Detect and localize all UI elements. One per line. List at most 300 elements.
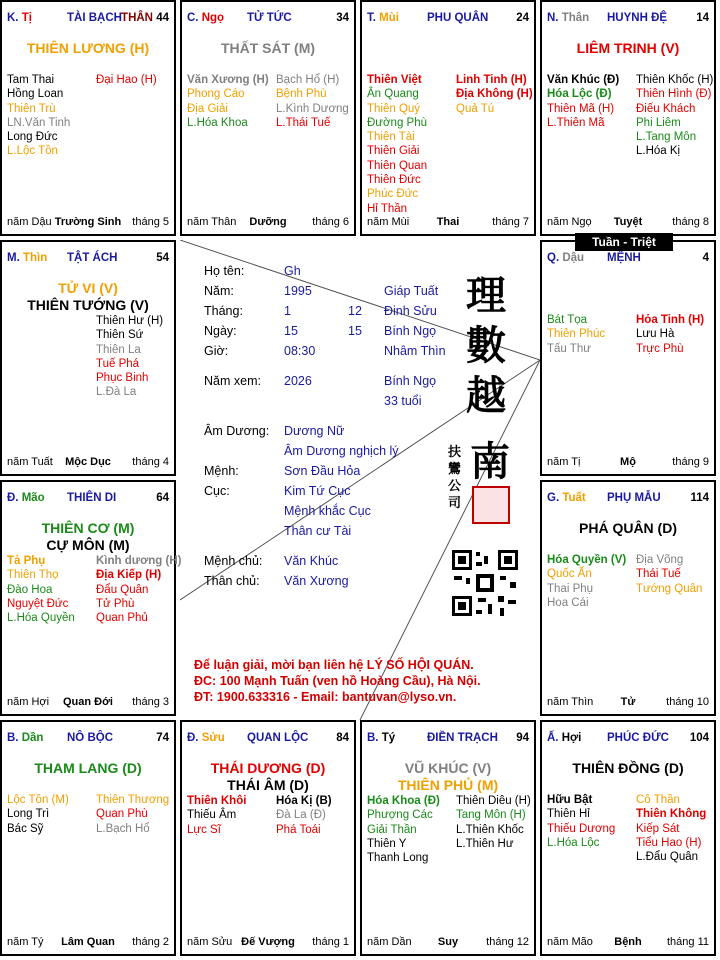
star-item: Cô Thần <box>636 794 680 806</box>
palace-than[interactable] <box>540 0 716 236</box>
palace-month: tháng 8 <box>672 216 709 228</box>
star-item: L.Tang Môn <box>636 131 697 144</box>
star-item: L.Bạch Hổ <box>96 822 150 835</box>
star-item: Thiên Phúc <box>547 328 606 341</box>
cuc-khac: Mệnh khắc Cục <box>284 504 371 518</box>
star-item: Tang Môn (H) <box>456 809 526 822</box>
star-item: Thiên Việt <box>367 74 422 86</box>
palace-footer <box>7 696 169 710</box>
star-item: Tướng Quân <box>636 582 703 595</box>
palace-branch <box>187 732 225 744</box>
logo-char-2: 數 <box>466 322 506 369</box>
palace-thin[interactable] <box>0 240 176 476</box>
branch-part: T. <box>367 12 380 24</box>
star-item: Thái Tuế <box>636 568 681 581</box>
palace-year: năm Sửu <box>187 936 233 948</box>
logo-small-text: 扶鸞公司 <box>448 445 462 511</box>
star-item: Phá Toái <box>276 823 321 836</box>
stars-right <box>96 73 157 87</box>
star-item: Bác Sỹ <box>7 822 44 835</box>
palace-year: năm Thìn <box>547 696 594 708</box>
palace-stage: Quan Đới <box>63 696 113 708</box>
stars-left <box>367 73 427 216</box>
major-stars <box>2 760 174 777</box>
star-item: Quan Phù <box>96 808 148 821</box>
star-item: Văn Xương (H) <box>187 74 269 86</box>
palace-stage: Mộc Dục <box>65 456 111 468</box>
palace-month: tháng 5 <box>132 216 169 228</box>
cuc-value: Kim Tứ Cục <box>284 484 351 498</box>
palace-mao[interactable] <box>0 480 182 716</box>
star-item: Đại Hao (H) <box>96 74 157 86</box>
branch-part: Sửu <box>201 732 225 744</box>
star-item: Hóa Kị (B) <box>276 795 332 807</box>
palace-age: 94 <box>516 732 529 744</box>
center-info-panel <box>180 240 540 720</box>
star-item: L.Thái Tuế <box>276 116 331 129</box>
star-item: Thiên Mã (H) <box>547 102 615 115</box>
menh-label: Mệnh: <box>204 464 239 478</box>
star-item: Thiên Thọ <box>7 569 59 582</box>
palace-hoi[interactable] <box>540 720 716 956</box>
palace-age: 114 <box>690 492 709 504</box>
stars-left <box>547 553 626 610</box>
palace-year: năm Ngọ <box>547 216 592 228</box>
palace-age: 44 <box>156 12 169 24</box>
star-item: Văn Khúc (Đ) <box>547 74 620 86</box>
star-item: Thiếu Âm <box>187 809 237 822</box>
star-item: Linh Tinh (H) <box>456 74 527 86</box>
stars-left <box>7 793 69 836</box>
palace-header <box>547 12 709 28</box>
major-star: THẤT SÁT (M) <box>220 40 316 56</box>
palace-branch <box>367 12 399 24</box>
than-chu-label: Thân chủ: <box>204 574 260 588</box>
palace-footer <box>547 936 709 950</box>
star-item: Tấu Thư <box>547 342 591 355</box>
palace-branch <box>547 12 589 24</box>
palace-ti[interactable] <box>360 720 536 956</box>
ho-ten-value: Gh <box>284 264 301 278</box>
major-star: THIÊN LƯƠNG (H) <box>26 40 150 56</box>
palace-year: năm Thân <box>187 216 237 228</box>
palace-name: ĐIỀN TRẠCH <box>427 732 498 744</box>
branch-part: C. <box>187 12 202 24</box>
stars-right <box>96 793 169 836</box>
palace-branch <box>547 732 581 744</box>
branch-part: Tý <box>381 732 396 744</box>
branch-part: Đ. <box>187 732 202 744</box>
branch-part: Mão <box>21 492 45 504</box>
major-star: THAM LANG (D) <box>34 760 142 776</box>
palace-age: 74 <box>156 732 169 744</box>
branch-part: Thân <box>561 12 590 24</box>
star-item: L.Hóa Kị <box>636 145 681 158</box>
palace-stage: Bệnh <box>614 936 642 948</box>
major-stars <box>542 760 714 777</box>
ngay-am-value: 15 <box>348 324 362 338</box>
star-item: Thiên Tài <box>367 131 415 144</box>
star-item: Bạch Hổ (H) <box>276 74 340 86</box>
stars-left <box>547 313 605 356</box>
contact-phone-email: ĐT: 1900.633316 - Email: bantuvan@lyso.vn. <box>194 690 457 704</box>
gio-label: Giờ: <box>204 344 229 358</box>
gio-value: 08:30 <box>284 344 316 358</box>
branch-part: Ngọ <box>201 12 225 24</box>
star-item: L.Thiên Hư <box>456 837 514 850</box>
palace-header <box>7 492 169 508</box>
star-item: Thiên Hư (H) <box>96 315 164 327</box>
star-item: Lưu Hà <box>636 328 675 341</box>
palace-header <box>367 732 529 748</box>
branch-part: Mùi <box>379 12 399 24</box>
major-star: CỰ MÔN (M) <box>46 537 130 553</box>
ngay-label: Ngày: <box>204 324 237 338</box>
qr-code-icon <box>450 548 520 618</box>
palace-month: tháng 2 <box>132 936 169 948</box>
star-item: Địa Võng <box>636 554 684 566</box>
star-item: Nguyệt Đức <box>7 597 69 610</box>
star-item: Thiên Diêu (H) <box>456 795 531 807</box>
palace-ty-k[interactable] <box>0 0 176 236</box>
star-item: Hóa Khoa (Đ) <box>367 795 440 807</box>
stars-left <box>547 793 615 850</box>
palace-footer <box>547 696 709 710</box>
than-cu: Thân cư Tài <box>284 524 352 538</box>
palace-age: 4 <box>702 252 709 264</box>
gio-can-chi: Nhâm Thìn <box>384 344 446 358</box>
star-item: Tuế Phá <box>96 357 140 370</box>
stars-right <box>96 314 163 400</box>
star-item: Quả Tú <box>456 102 495 115</box>
stars-left <box>7 554 75 625</box>
stars-right <box>456 794 531 851</box>
stars-left <box>187 794 246 837</box>
star-item: Tả Phụ <box>7 555 46 567</box>
star-item: Địa Giải <box>187 102 228 115</box>
major-star: THÁI DƯƠNG (D) <box>210 760 326 776</box>
branch-part: M. <box>7 252 23 264</box>
palace-stage: Tử <box>620 696 636 708</box>
palace-name: PHỤ MẪU <box>607 492 661 504</box>
star-item: L.Đẩu Quân <box>636 851 699 864</box>
star-item: Bát Tọa <box>547 314 588 326</box>
major-star: THÁI ÂM (D) <box>227 777 309 793</box>
palace-tuat[interactable] <box>540 480 716 716</box>
palace-header <box>7 732 169 748</box>
star-item: Địa Không (H) <box>456 88 533 101</box>
star-item: Ân Quang <box>367 88 419 101</box>
branch-part: Tị <box>21 12 32 24</box>
palace-name: PHU QUÂN <box>427 12 489 24</box>
palace-age: 64 <box>156 492 169 504</box>
cuc-label: Cục: <box>204 484 230 498</box>
major-stars <box>362 760 534 794</box>
branch-part: Dậu <box>562 252 585 264</box>
am-duong-ly: Âm Dương nghịch lý <box>284 444 399 458</box>
star-item: Quốc Ấn <box>547 568 592 581</box>
star-item: Lộc Tồn (M) <box>7 794 69 806</box>
stars-left <box>547 73 619 130</box>
star-item: Thiên Không <box>636 808 707 821</box>
nam-xem-label: Năm xem: <box>204 374 261 388</box>
palace-header <box>547 492 709 508</box>
major-stars <box>542 40 714 57</box>
star-item: Thai Phụ <box>547 582 594 595</box>
palace-footer <box>187 936 349 950</box>
palace-branch <box>7 732 43 744</box>
palace-header <box>7 252 169 268</box>
palace-name: TÀI BẠCH <box>67 12 122 24</box>
palace-branch <box>367 732 395 744</box>
palace-month: tháng 3 <box>132 696 169 708</box>
thang-value: 1 <box>284 304 291 318</box>
star-item: Hỉ Thần <box>367 202 408 215</box>
star-item: Long Trì <box>7 808 50 821</box>
stars-right <box>636 313 704 356</box>
menh-chu-label: Mệnh chủ: <box>204 554 263 568</box>
palace-stage: Đế Vượng <box>241 936 295 948</box>
palace-dau[interactable] <box>540 240 716 476</box>
palace-branch <box>7 492 45 504</box>
palace-stage: Suy <box>437 936 459 948</box>
am-duong-value: Dương Nữ <box>284 424 345 438</box>
ngay-can-chi: Bính Ngọ <box>384 324 437 338</box>
palace-year: năm Mùi <box>367 216 410 228</box>
nam-can-chi: Giáp Tuất <box>384 284 439 298</box>
palace-branch <box>7 252 47 264</box>
palace-mui[interactable] <box>360 0 536 236</box>
branch-part: Dần <box>21 732 44 744</box>
thang-can-chi: Đinh Sửu <box>384 304 437 318</box>
star-item: L.Hóa Khoa <box>187 116 248 129</box>
palace-footer <box>7 216 169 230</box>
star-item: Thiên Hỉ <box>547 808 590 821</box>
star-item: Thiên Thương <box>96 794 170 806</box>
stars-right <box>636 793 706 864</box>
major-star: LIÊM TRINH (V) <box>576 40 680 56</box>
star-item: Quan Phủ <box>96 612 148 625</box>
star-item: Bệnh Phù <box>276 88 327 101</box>
star-item: Thiên La <box>96 343 141 356</box>
palace-footer <box>547 216 709 230</box>
star-item: Thiếu Dương <box>547 822 616 835</box>
palace-footer <box>367 936 529 950</box>
palace-month: tháng 12 <box>486 936 529 948</box>
star-item: Giải Thần <box>367 823 417 836</box>
star-item: L.Hóa Quyền <box>7 612 75 625</box>
palace-year: năm Dần <box>367 936 412 948</box>
branch-part: B. <box>367 732 382 744</box>
major-star: THIÊN TƯỚNG (V) <box>27 297 149 313</box>
major-stars <box>2 280 174 314</box>
tuan-triet-badge: Tuần - Triệt <box>575 233 673 251</box>
star-item: Thiên Trù <box>7 102 56 115</box>
palace-header <box>187 732 349 748</box>
palace-name: THIÊN DI <box>67 492 117 504</box>
palace-header <box>7 12 169 28</box>
palace-stage: Trường Sinh <box>54 216 122 228</box>
stars-left <box>367 794 440 865</box>
star-item: Thiên Khôi <box>187 795 247 807</box>
star-item: L.Kình Dương <box>276 102 349 115</box>
branch-part: B. <box>7 732 22 744</box>
star-item: Hỏa Tinh (H) <box>636 314 705 326</box>
star-item: Đường Phù <box>367 116 427 129</box>
branch-part: Thìn <box>22 252 48 264</box>
star-item: Trực Phù <box>636 342 684 355</box>
star-item: LN.Văn Tinh <box>7 116 71 129</box>
major-star: THIÊN PHỦ (M) <box>397 777 499 793</box>
ho-ten-label: Họ tên: <box>204 264 245 278</box>
star-item: Địa Kiếp (H) <box>96 569 162 582</box>
branch-part: Q. <box>547 252 563 264</box>
nam-xem-can-chi: Bính Ngọ <box>384 374 437 388</box>
stars-left <box>7 73 70 159</box>
palace-stage: Mộ <box>620 456 636 468</box>
star-item: Điếu Khách <box>636 102 696 115</box>
logo-char-4: 南 <box>470 438 510 485</box>
star-item: L.Lộc Tồn <box>7 145 58 158</box>
stars-right <box>636 553 702 596</box>
palace-header <box>367 12 529 28</box>
thang-label: Tháng: <box>204 304 243 318</box>
palace-dan[interactable] <box>0 720 176 956</box>
star-item: Đẩu Quân <box>96 583 149 596</box>
star-item: L.Thiên Khốc <box>456 823 524 836</box>
branch-part: Hợi <box>561 732 582 744</box>
star-item: L.Thiên Mã <box>547 116 605 129</box>
than-marker: THÂN <box>121 12 153 24</box>
am-duong-label: Âm Dương: <box>204 424 270 438</box>
thang-am-value: 12 <box>348 304 362 318</box>
palace-ngo[interactable] <box>180 0 356 236</box>
branch-part: Tuất <box>562 492 586 504</box>
palace-month: tháng 11 <box>666 936 709 948</box>
star-item: Thiên Đức <box>367 174 421 187</box>
nam-xem-value: 2026 <box>284 374 312 388</box>
nam-label: Năm: <box>204 284 234 298</box>
palace-name: MỆNH <box>607 252 641 264</box>
branch-part: Đ. <box>7 492 22 504</box>
star-item: L.Hóa Lộc <box>547 836 600 849</box>
branch-part: K. <box>7 12 22 24</box>
ngay-value: 15 <box>284 324 298 338</box>
palace-header <box>187 12 349 28</box>
palace-name: TỬ TỨC <box>247 12 292 24</box>
star-item: Kiếp Sát <box>636 822 680 835</box>
palace-name: QUAN LỘC <box>247 732 309 744</box>
palace-month: tháng 4 <box>132 456 169 468</box>
major-star: THIÊN ĐỒNG (D) <box>572 760 684 776</box>
palace-name: PHÚC ĐỨC <box>607 732 669 744</box>
star-item: Phục Binh <box>96 372 149 385</box>
palace-age: 104 <box>689 732 709 744</box>
palace-header <box>547 732 709 748</box>
red-seal-icon <box>472 486 510 524</box>
palace-year: năm Dậu <box>7 216 52 228</box>
palace-header <box>547 252 709 268</box>
palace-footer <box>7 936 169 950</box>
star-item: Thiên Hình (Đ) <box>636 88 712 101</box>
palace-stage: Thai <box>436 216 460 228</box>
palace-name: TẬT ÁCH <box>67 252 118 264</box>
star-item: Thiên Giải <box>367 145 420 158</box>
stars-right <box>276 73 349 130</box>
stars-right <box>636 73 713 159</box>
star-item: Thiên Sứ <box>96 329 144 342</box>
than-chu-value: Văn Xương <box>284 574 349 588</box>
palace-name: NÔ BỘC <box>67 732 113 744</box>
star-item: Hồng Loan <box>7 88 64 101</box>
stars-left <box>187 73 269 130</box>
palace-month: tháng 10 <box>666 696 709 708</box>
logo-char-1: 理 <box>466 272 506 319</box>
palace-age: 34 <box>336 12 349 24</box>
star-item: Thiên Quan <box>367 159 428 172</box>
star-item: Hóa Quyền (V) <box>547 554 627 566</box>
nam-value: 1995 <box>284 284 312 298</box>
palace-suu[interactable] <box>180 720 356 956</box>
palace-year: năm Mão <box>547 936 593 948</box>
star-item: Thiên Khốc (H) <box>636 74 714 86</box>
star-item: Tiểu Hao (H) <box>636 836 702 849</box>
palace-footer <box>367 216 529 230</box>
palace-month: tháng 9 <box>672 456 709 468</box>
star-item: Đà La (Đ) <box>276 809 326 822</box>
palace-year: năm Hợi <box>7 696 50 708</box>
star-item: Thiên Y <box>367 837 407 850</box>
branch-part: Ấ. <box>547 732 562 744</box>
palace-stage: Dưỡng <box>249 216 287 228</box>
palace-age: 84 <box>336 732 349 744</box>
palace-footer <box>7 456 169 470</box>
star-item: Tam Thai <box>7 74 55 86</box>
star-item: Phi Liêm <box>636 116 681 129</box>
star-item: Đào Hoa <box>7 583 53 596</box>
star-item: L.Đà La <box>96 386 137 399</box>
star-item: Hoa Cái <box>547 596 589 609</box>
major-star: PHÁ QUÂN (D) <box>579 520 677 536</box>
star-item: Kình dương (H) <box>96 555 182 567</box>
star-item: Phong Cáo <box>187 88 245 101</box>
palace-footer <box>547 456 709 470</box>
menh-chu-value: Văn Khúc <box>284 554 339 568</box>
contact-address: ĐC: 100 Mạnh Tuấn (ven hồ Hoàng Cầu), Hà Nội. <box>194 674 481 688</box>
star-item: Hóa Lộc (Đ) <box>547 88 612 101</box>
palace-month: tháng 7 <box>492 216 529 228</box>
star-item: Tử Phù <box>96 597 135 610</box>
major-star: TỬ VI (V) <box>58 280 118 296</box>
star-item: Long Đức <box>7 131 58 144</box>
stars-right <box>96 554 181 625</box>
contact-line-1: Để luận giải, mời bạn liên hệ LÝ SỐ HỘI QUÁN. <box>194 658 474 672</box>
palace-month: tháng 6 <box>312 216 349 228</box>
palace-stage: Lâm Quan <box>61 936 115 948</box>
stars-right <box>276 794 332 837</box>
branch-part: N. <box>547 12 562 24</box>
star-item: Phượng Các <box>367 809 433 822</box>
major-stars <box>182 760 354 794</box>
palace-branch <box>7 12 32 24</box>
major-stars <box>2 520 174 554</box>
palace-name: HUYNH ĐỆ <box>607 12 668 24</box>
palace-month: tháng 1 <box>312 936 349 948</box>
star-item: Thanh Long <box>367 852 429 865</box>
palace-branch <box>547 492 586 504</box>
major-stars <box>182 40 354 57</box>
tuoi-value: 33 tuổi <box>384 394 422 408</box>
